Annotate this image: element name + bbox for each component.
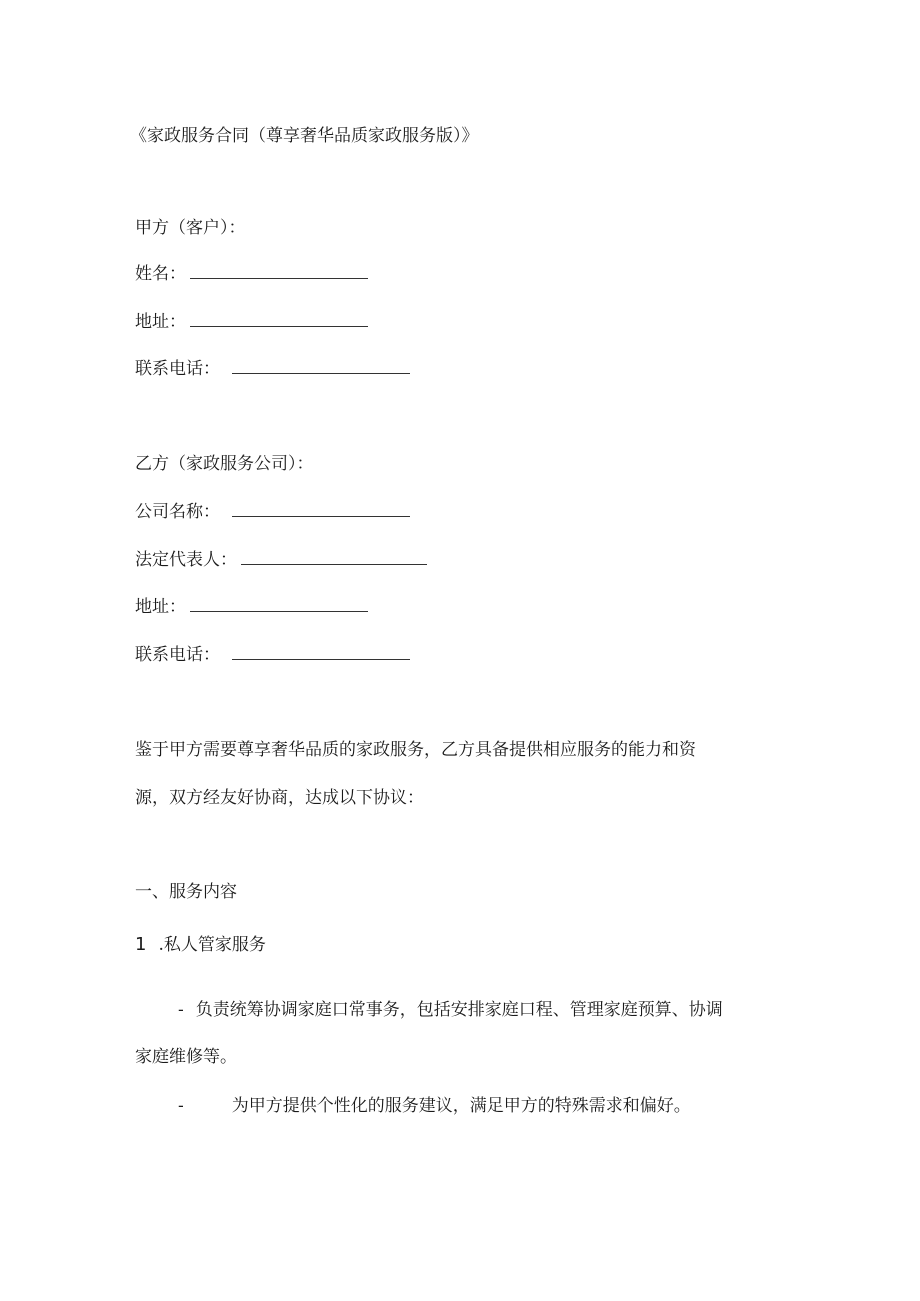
bullet-1-line-1 bbox=[178, 998, 723, 1022]
party-b-address-label: 地址： bbox=[135, 597, 186, 617]
party-b-company-row bbox=[135, 500, 410, 524]
party-b-address-blank bbox=[190, 595, 368, 612]
item-1-number: 1 bbox=[135, 934, 147, 955]
preamble-line-2: 源，双方经友好协商，达成以下协议： bbox=[135, 788, 424, 808]
party-a-address-row bbox=[135, 310, 368, 334]
bullet-2-row bbox=[178, 1094, 691, 1118]
party-b-legal-rep-label: 法定代表人： bbox=[135, 550, 237, 570]
preamble-line-1: 鉴于甲方需要尊享奢华品质的家政服务，乙方具备提供相应服务的能力和资 bbox=[135, 740, 696, 760]
party-b-phone-row bbox=[135, 643, 410, 667]
bullet-1-dash: - bbox=[178, 1000, 184, 1020]
party-b-phone-label: 联系电话： bbox=[135, 645, 220, 665]
bullet-1-line-2: 家庭维修等。 bbox=[135, 1047, 237, 1067]
party-a-phone-row bbox=[135, 357, 410, 381]
section-1-heading: 一、服务内容 bbox=[135, 882, 237, 902]
party-b-legal-rep-blank bbox=[241, 548, 427, 565]
party-a-name-label: 姓名： bbox=[135, 264, 186, 284]
party-a-address-blank bbox=[190, 310, 368, 327]
item-1-title-row bbox=[135, 933, 266, 957]
party-b-heading: 乙方（家政服务公司）： bbox=[135, 454, 314, 474]
party-a-heading: 甲方（客户）： bbox=[135, 218, 246, 238]
contract-title: 《家政服务合同（尊享奢华品质家政服务版）》 bbox=[130, 126, 479, 146]
party-a-phone-label: 联系电话： bbox=[135, 359, 220, 379]
party-b-company-label: 公司名称： bbox=[135, 502, 220, 522]
item-1-title: .私人管家服务 bbox=[158, 935, 266, 955]
party-b-phone-blank bbox=[232, 643, 410, 660]
party-a-name-row bbox=[135, 262, 368, 286]
party-b-address-row bbox=[135, 595, 368, 619]
party-a-name-blank bbox=[190, 262, 368, 279]
party-b-company-blank bbox=[232, 500, 410, 517]
party-a-phone-blank bbox=[232, 357, 410, 374]
bullet-1-text: 负责统筹协调家庭口常事务，包括安排家庭口程、管理家庭预算、协调 bbox=[195, 1000, 723, 1020]
party-a-address-label: 地址： bbox=[135, 312, 186, 332]
bullet-2-dash: - bbox=[178, 1096, 184, 1116]
party-b-legal-rep-row bbox=[135, 548, 427, 572]
bullet-2-text: 为甲方提供个性化的服务建议，满足甲方的特殊需求和偏好。 bbox=[231, 1096, 691, 1116]
